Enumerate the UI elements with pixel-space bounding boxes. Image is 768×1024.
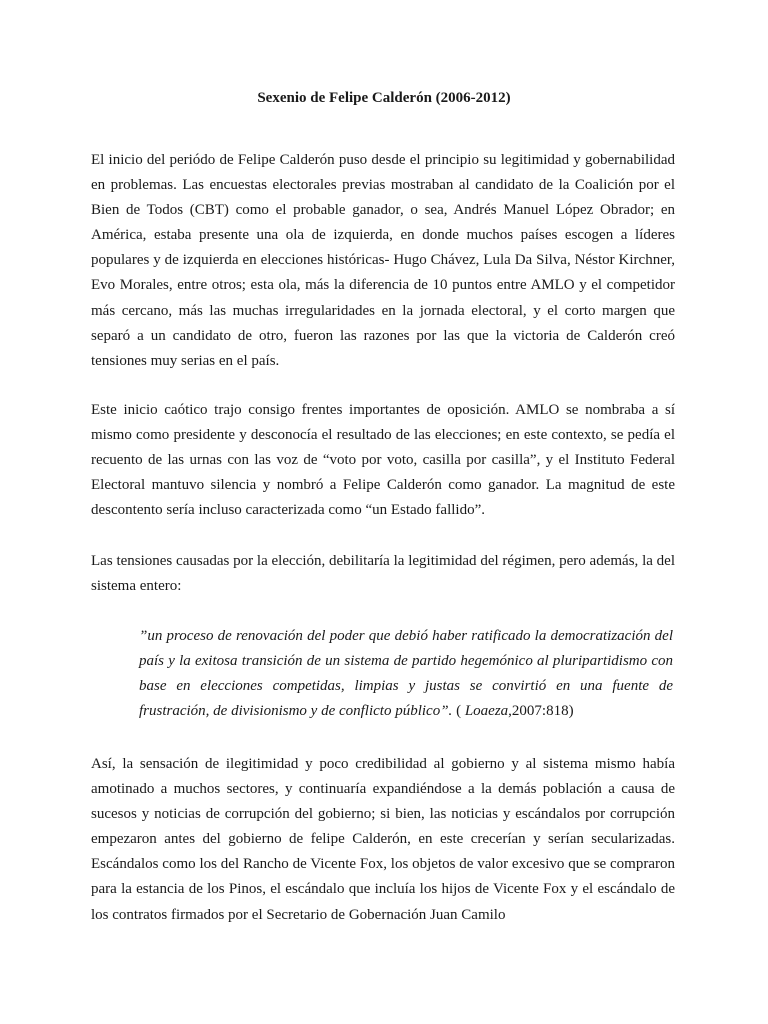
quote-text: ”un proceso de renovación del poder que debió haber ratificado la democratización del país y la exitosa transición de un sistema de partido hegemónico al pluripartidismo con base en elecciones competidas, limpias y justas se convirtió en una fuente de frustración, de divisionismo y de conflicto público”. (139, 628, 673, 720)
paragraph-2: Este inicio caótico trajo consigo frentes importantes de oposición. AMLO se nombraba a sí mismo como presidente y desconocía el resultado de las elecciones; en este contexto, se pedía el recuento de las urnas con las voz de “voto por voto, casilla por casilla”, y el Instituto Federal Electoral mantuvo silencia y nombró a Felipe Calderón como ganador. La magnitud de este descontento sería incluso caracterizada como “un Estado fallido”. (91, 402, 675, 519)
document-title: Sexenio de Felipe Calderón (2006-2012) (257, 90, 511, 106)
paragraph-3: Las tensiones causadas por la elección, debilitaría la legitimidad del régimen, pero además, la del sistema entero: (91, 553, 675, 595)
block-quote (139, 624, 673, 724)
paragraph-4: Así, la sensación de ilegitimidad y poco credibilidad al gobierno y al sistema mismo había amotinado a muchos sectores, y continuaría expandiéndose a la demás población a causa de sucesos y noticias de corrupción del gobierno; si bien, las noticias y escándalos por corrupción empezaron antes del gobierno de felipe Calderón, en este crecerían y serían secularizadas. Escándalos como los del Rancho de Vicente Fox, los objetos de valor excesivo que se compraron para la estancia de los Pinos, el escándalo que incluía los hijos de Vicente Fox y el escándalo de los contratos firmados por el Secretario de Gobernación Juan Camilo (91, 756, 675, 923)
quote-cite-author: Loaeza (464, 703, 509, 720)
paragraph-1: El inicio del periódo de Felipe Calderón puso desde el principio su legitimidad y gobernabilidad en problemas. Las encuestas electorales previas mostraban al candidato de la Coalición por el Bien de Todos (CBT) como el probable ganador, o sea, Andrés Manuel López Obrador; en América, estaba presente una ola de izquierda, en donde muchos países escogen a líderes populares y de izquierda en elecciones históricas- Hugo Chávez, Lula Da Silva, Néstor Kirchner, Evo Morales, entre otros; esta ola, más la diferencia de 10 puntos entre AMLO y el competidor más cercano, más las muchas irregularidades en la jornada electoral, y el corto margen que separó a un candidato de otro, fueron las razones por las que la victoria de Calderón creó tensiones muy serias en el país. (91, 152, 675, 369)
quote-cite-ref: ,2007:818) (508, 703, 574, 720)
quote-cite-open: ( (452, 703, 465, 720)
